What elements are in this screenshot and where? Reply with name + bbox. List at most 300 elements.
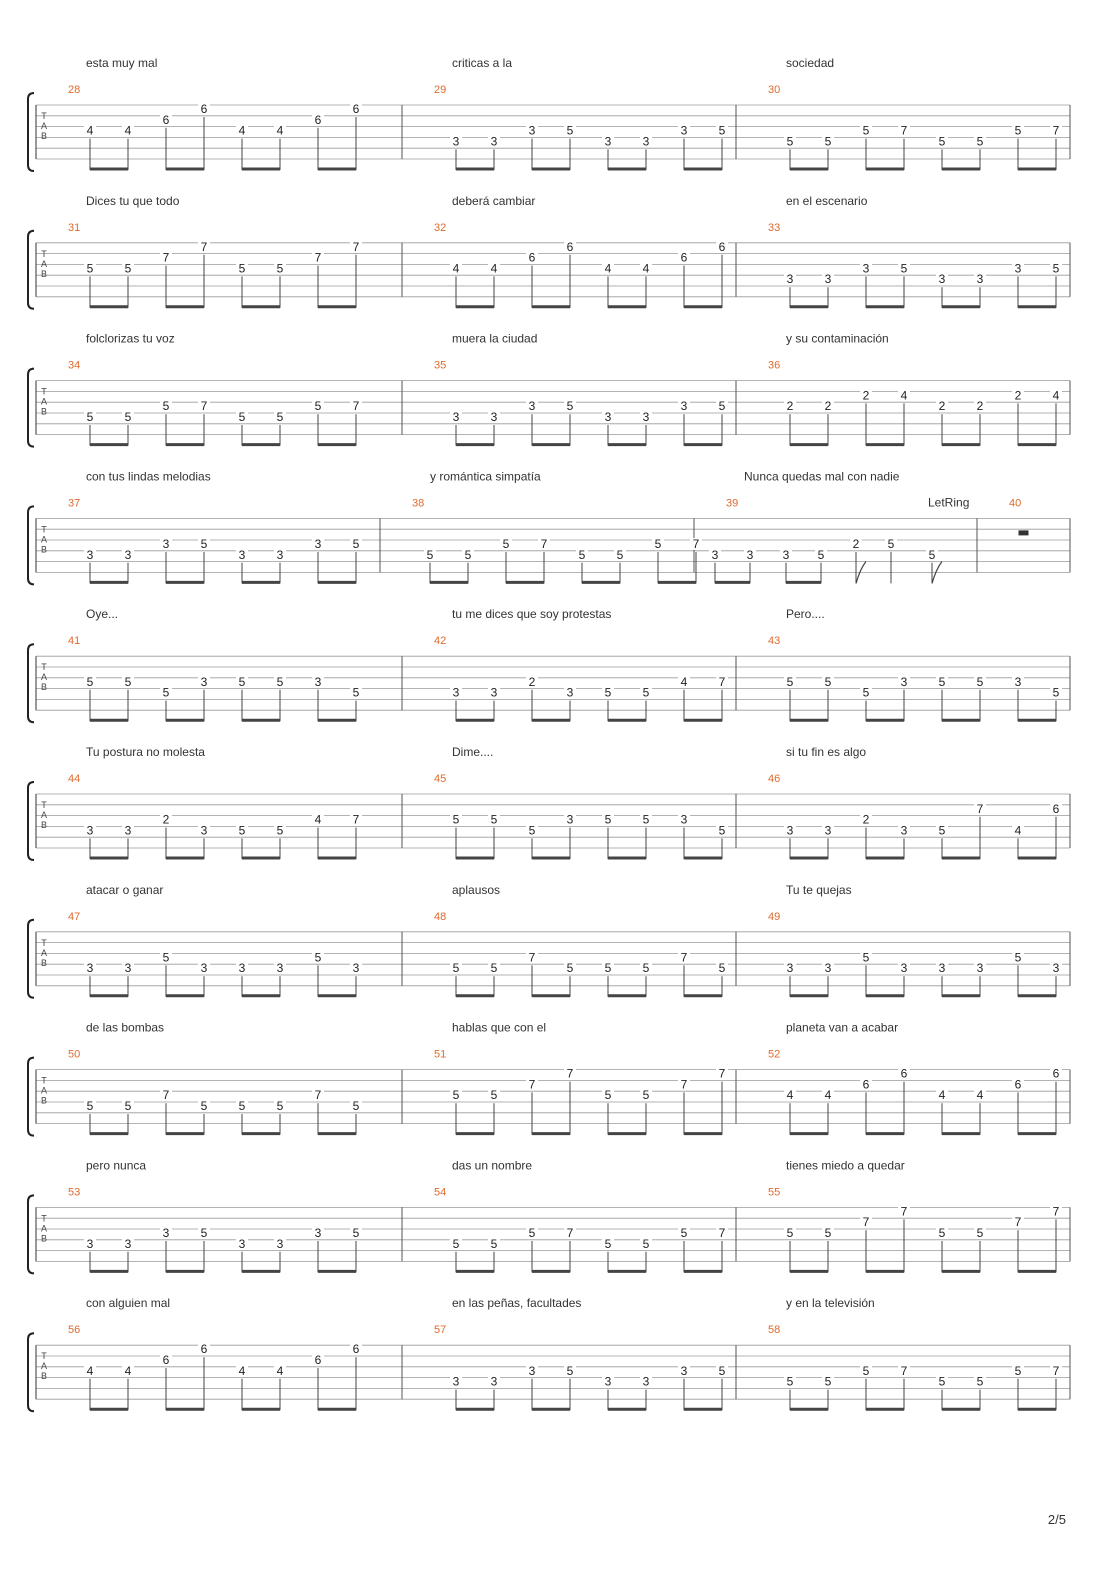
fret-number: 3: [124, 1236, 132, 1251]
lyric-text: sociedad: [786, 56, 835, 70]
tab-clef-letter: B: [40, 957, 48, 968]
tab-clef-letter: B: [40, 544, 48, 555]
fret-number: 5: [314, 399, 322, 414]
fret-number: 5: [276, 674, 284, 689]
fret-number: 7: [692, 537, 700, 551]
fret-number: 5: [718, 123, 726, 138]
fret-number: 5: [654, 537, 662, 551]
fret-number: 3: [452, 410, 460, 424]
fret-number: 3: [528, 123, 536, 138]
system-bracket: [28, 1333, 34, 1411]
fret-number: 5: [566, 123, 574, 138]
fret-number: 5: [616, 547, 624, 562]
fret-number: 6: [314, 112, 322, 127]
fret-number: 6: [352, 102, 360, 116]
fret-number: 7: [314, 250, 322, 265]
fret-number: 3: [566, 685, 574, 700]
fret-number: 7: [540, 537, 548, 551]
measure-number: 57: [434, 1324, 447, 1337]
fret-number: 4: [452, 261, 460, 276]
fret-number: 3: [824, 961, 832, 976]
fret-number: 5: [824, 1226, 832, 1240]
measure-number: 58: [768, 1324, 781, 1337]
lyric-text: Dices tu que todo: [86, 193, 180, 208]
fret-number: 3: [490, 1374, 498, 1389]
fret-number: 3: [604, 134, 612, 149]
fret-number: 3: [86, 823, 94, 838]
lyric-text: de las bombas: [86, 1020, 165, 1035]
fret-number: 3: [900, 674, 908, 689]
fret-number: 3: [124, 823, 132, 838]
lyric-text: y romántica simpatía: [430, 469, 541, 484]
fret-number: 4: [124, 1363, 132, 1378]
fret-number: 3: [276, 547, 284, 562]
system-bracket: [28, 1195, 34, 1273]
fret-number: 3: [86, 961, 94, 976]
tab-clef-letter: A: [40, 1085, 48, 1096]
fret-number: 3: [1014, 674, 1022, 689]
fret-number: 7: [528, 950, 536, 965]
fret-number: 3: [566, 812, 574, 827]
fret-number: 3: [86, 1236, 94, 1251]
fret-number: 5: [938, 823, 946, 838]
fret-number: 5: [1014, 123, 1022, 138]
fret-number: 6: [680, 250, 688, 265]
fret-number: 3: [786, 961, 794, 976]
fret-number: 5: [490, 1088, 498, 1103]
fret-number: 5: [200, 1226, 208, 1240]
fret-number: 3: [452, 134, 460, 149]
lyric-text: muera la ciudad: [452, 331, 538, 346]
fret-number: 6: [1014, 1077, 1022, 1092]
fret-number: 5: [642, 1236, 650, 1251]
lyric-text: Oye...: [86, 607, 119, 622]
fret-number: 5: [786, 1226, 794, 1240]
fret-number: 3: [124, 961, 132, 976]
fret-number: 5: [528, 1226, 536, 1240]
fret-number: 6: [528, 250, 536, 265]
fret-number: 4: [86, 1363, 94, 1378]
fret-number: 5: [238, 261, 246, 276]
tab-clef-letter: T: [41, 524, 47, 535]
lyric-text: atacar o ganar: [86, 882, 164, 897]
fret-number: 5: [86, 261, 94, 276]
fret-number: 4: [238, 1363, 246, 1378]
tab-clef-letter: A: [40, 534, 48, 545]
fret-number: 3: [162, 1226, 170, 1240]
whole-rest: [1019, 530, 1029, 535]
fret-number: 5: [238, 674, 246, 689]
fret-number: 5: [200, 1099, 208, 1113]
fret-number: 5: [938, 1226, 946, 1240]
fret-number: 7: [566, 1226, 574, 1240]
measure-number: 54: [434, 1186, 447, 1199]
system-bracket: [28, 1058, 34, 1136]
fret-number: 5: [352, 537, 360, 551]
fret-number: 5: [680, 1226, 688, 1240]
fret-number: 4: [314, 812, 322, 827]
tab-clef-letter: T: [41, 386, 47, 397]
measure-number: 45: [434, 773, 447, 785]
fret-number: 5: [124, 1099, 132, 1113]
fret-number: 5: [642, 812, 650, 827]
measure-number: 31: [68, 221, 81, 234]
fret-number: 5: [976, 674, 984, 689]
fret-number: 7: [200, 239, 208, 254]
fret-number: 2: [1014, 388, 1022, 403]
fret-number: 5: [938, 134, 946, 149]
tab-clef-letter: B: [40, 682, 48, 693]
fret-number: 6: [200, 102, 208, 116]
fret-number: 6: [162, 112, 170, 127]
fret-number: 2: [862, 812, 870, 827]
fret-number: 7: [1052, 1204, 1060, 1219]
measure-number: 33: [768, 221, 781, 234]
fret-number: 2: [824, 399, 832, 414]
fret-number: 3: [604, 410, 612, 424]
fret-number: 5: [786, 134, 794, 149]
fret-number: 4: [900, 388, 908, 403]
measure-number: 34: [68, 359, 81, 372]
fret-number: 3: [786, 823, 794, 838]
fret-number: 5: [578, 547, 586, 562]
fret-number: 3: [528, 1363, 536, 1378]
fret-number: 5: [1014, 1363, 1022, 1378]
fret-number: 3: [200, 674, 208, 689]
fret-number: 4: [786, 1088, 794, 1103]
measure-number: 42: [434, 635, 447, 648]
fret-number: 5: [862, 123, 870, 138]
fret-number: 7: [162, 1088, 170, 1103]
fret-number: 3: [642, 410, 650, 424]
fret-number: 5: [817, 547, 825, 562]
fret-number: 6: [1052, 1066, 1060, 1081]
lyric-text: Pero....: [786, 607, 825, 622]
fret-number: 5: [1052, 685, 1060, 700]
measure-number: 37: [68, 497, 81, 510]
fret-number: 3: [238, 961, 246, 976]
fret-number: 5: [862, 950, 870, 965]
fret-number: 4: [680, 674, 688, 689]
fret-number: 6: [352, 1342, 360, 1357]
fret-number: 2: [786, 399, 794, 414]
lyric-text: con tus lindas melodias: [86, 469, 211, 484]
fret-number: 5: [426, 547, 434, 562]
lyric-text: Tu postura no molesta: [86, 745, 205, 759]
fret-number: 3: [900, 961, 908, 976]
tab-clef-letter: T: [41, 1213, 47, 1224]
fret-number: 5: [786, 674, 794, 689]
fret-number: 3: [200, 961, 208, 976]
fret-number: 3: [782, 547, 790, 562]
tab-clef-letter: T: [41, 937, 47, 948]
measure-number: 53: [68, 1186, 81, 1199]
fret-number: 3: [862, 261, 870, 276]
fret-number: 3: [680, 123, 688, 138]
fret-number: 5: [566, 961, 574, 976]
tab-clef-letter: B: [40, 1233, 48, 1244]
fret-number: 2: [862, 388, 870, 403]
tab-clef-letter: T: [41, 111, 47, 121]
fret-number: 7: [352, 399, 360, 414]
fret-number: 5: [642, 685, 650, 700]
tab-clef-letter: T: [41, 662, 47, 673]
tab-clef-letter: B: [40, 1095, 48, 1106]
lyric-text: Dime....: [452, 745, 494, 759]
system-bracket: [28, 920, 34, 998]
fret-number: 5: [528, 823, 536, 838]
fret-number: 5: [928, 547, 936, 562]
fret-number: 7: [314, 1088, 322, 1103]
fret-number: 3: [238, 1236, 246, 1251]
fret-number: 6: [314, 1353, 322, 1367]
measure-number: 48: [434, 910, 447, 923]
lyric-text: esta muy mal: [86, 56, 158, 70]
tab-clef-letter: A: [40, 121, 48, 131]
fret-number: 7: [1052, 123, 1060, 138]
fret-number: 3: [490, 410, 498, 424]
lyric-text: en el escenario: [786, 193, 868, 208]
fret-number: 5: [1014, 950, 1022, 965]
fret-number: 3: [86, 547, 94, 562]
fret-number: 5: [238, 1099, 246, 1113]
fret-number: 3: [786, 272, 794, 287]
fret-number: 5: [352, 1226, 360, 1240]
fret-number: 5: [604, 685, 612, 700]
fret-number: 7: [352, 239, 360, 254]
fret-number: 3: [200, 823, 208, 838]
fret-number: 5: [276, 261, 284, 276]
fret-number: 3: [314, 1226, 322, 1240]
fret-number: 5: [718, 399, 726, 414]
fret-number: 3: [976, 961, 984, 976]
fret-number: 3: [162, 537, 170, 551]
fret-number: 5: [124, 261, 132, 276]
fret-number: 6: [900, 1066, 908, 1081]
fret-number: 4: [938, 1088, 946, 1103]
fret-number: 4: [824, 1088, 832, 1103]
tab-clef-letter: A: [40, 396, 48, 407]
let-ring-label: LetRing: [928, 495, 970, 510]
fret-number: 5: [938, 674, 946, 689]
fret-number: 5: [276, 410, 284, 424]
lyric-text: folclorizas tu voz: [86, 331, 175, 346]
fret-number: 3: [938, 961, 946, 976]
fret-number: 3: [824, 272, 832, 287]
measure-number: 47: [68, 910, 81, 923]
fret-number: 5: [452, 812, 460, 827]
fret-number: 7: [680, 950, 688, 965]
fret-number: 3: [1014, 261, 1022, 276]
fret-number: 3: [604, 1374, 612, 1389]
fret-number: 2: [852, 537, 860, 551]
fret-number: 5: [162, 399, 170, 414]
measure-number: 36: [768, 359, 781, 372]
fret-number: 3: [1052, 961, 1060, 976]
measure-number: 50: [68, 1048, 81, 1061]
fret-number: 5: [604, 812, 612, 827]
fret-number: 3: [314, 674, 322, 689]
fret-number: 4: [976, 1088, 984, 1103]
measure-number: 55: [768, 1186, 781, 1199]
fret-number: 5: [352, 685, 360, 700]
fret-number: 5: [200, 537, 208, 551]
fret-number: 5: [276, 823, 284, 838]
fret-number: 5: [604, 961, 612, 976]
fret-number: 5: [976, 134, 984, 149]
lyric-text: das un nombre: [452, 1158, 533, 1173]
measure-number: 32: [434, 221, 447, 234]
tab-clef-letter: T: [41, 800, 47, 810]
measure-number: 46: [768, 773, 781, 785]
fret-number: 5: [824, 1374, 832, 1389]
fret-number: 5: [604, 1236, 612, 1251]
fret-number: 7: [528, 1077, 536, 1092]
lyric-text: si tu fin es algo: [786, 745, 867, 759]
fret-number: 5: [718, 1363, 726, 1378]
fret-number: 4: [1052, 388, 1060, 403]
fret-number: 5: [566, 399, 574, 414]
fret-number: 3: [352, 961, 360, 976]
tab-clef-letter: A: [40, 810, 48, 820]
measure-number: 41: [68, 635, 81, 648]
lyric-text: pero nunca: [86, 1158, 147, 1173]
lyric-text: y en la televisión: [786, 1296, 875, 1311]
fret-number: 3: [711, 547, 719, 562]
tab-clef-letter: A: [40, 672, 48, 683]
fret-number: 5: [452, 1236, 460, 1251]
fret-number: 4: [238, 123, 246, 138]
fret-number: 5: [502, 537, 510, 551]
fret-number: 6: [718, 239, 726, 254]
measure-number: 35: [434, 359, 447, 372]
fret-number: 7: [352, 812, 360, 827]
fret-number: 5: [490, 1236, 498, 1251]
fret-number: 7: [862, 1215, 870, 1230]
fret-number: 7: [900, 1204, 908, 1219]
fret-number: 2: [976, 399, 984, 414]
fret-number: 5: [566, 1363, 574, 1378]
tab-clef-letter: A: [40, 1361, 48, 1372]
fret-number: 5: [86, 1099, 94, 1113]
fret-number: 3: [938, 272, 946, 287]
measure-number: 29: [434, 84, 447, 96]
measure-number: 40: [1009, 497, 1022, 510]
fret-number: 5: [490, 961, 498, 976]
fret-number: 5: [162, 950, 170, 965]
fret-number: 4: [604, 261, 612, 276]
lyric-text: tu me dices que soy protestas: [452, 607, 612, 622]
fret-number: 5: [86, 410, 94, 424]
fret-number: 5: [718, 961, 726, 976]
fret-number: 5: [1052, 261, 1060, 276]
fret-number: 3: [680, 812, 688, 827]
lyric-text: aplausos: [452, 882, 501, 897]
fret-number: 5: [862, 685, 870, 700]
fret-number: 3: [490, 134, 498, 149]
fret-number: 5: [938, 1374, 946, 1389]
fret-number: 2: [938, 399, 946, 414]
fret-number: 3: [314, 537, 322, 551]
fret-number: 5: [464, 547, 472, 562]
fret-number: 7: [200, 399, 208, 414]
fret-number: 5: [862, 1363, 870, 1378]
lyric-text: en las peñas, facultades: [452, 1296, 582, 1311]
lyric-text: criticas a la: [452, 56, 513, 70]
measure-number: 38: [412, 497, 425, 510]
fret-number: 7: [900, 1363, 908, 1378]
fret-number: 5: [452, 1088, 460, 1103]
fret-number: 3: [680, 1363, 688, 1378]
fret-number: 5: [162, 685, 170, 700]
lyric-text: hablas que con el: [452, 1020, 547, 1035]
tab-clef-letter: B: [40, 131, 48, 141]
fret-number: 5: [718, 823, 726, 838]
tab-clef-letter: A: [40, 1223, 48, 1234]
system-bracket: [28, 93, 34, 171]
fret-number: 4: [86, 123, 94, 138]
fret-number: 6: [162, 1353, 170, 1367]
fret-number: 4: [124, 123, 132, 138]
measure-number: 51: [434, 1048, 447, 1061]
measure-number: 39: [726, 497, 739, 510]
fret-number: 7: [718, 674, 726, 689]
fret-number: 3: [642, 1374, 650, 1389]
fret-number: 6: [200, 1342, 208, 1357]
lyric-text: Nunca quedas mal con nadie: [744, 469, 900, 484]
measure-number: 56: [68, 1324, 81, 1337]
fret-number: 3: [490, 685, 498, 700]
fret-number: 3: [238, 547, 246, 562]
fret-number: 2: [162, 812, 170, 827]
fret-number: 5: [352, 1099, 360, 1113]
tab-clef-letter: T: [41, 1075, 47, 1086]
fret-number: 6: [862, 1077, 870, 1092]
tab-clef-letter: T: [41, 248, 47, 259]
fret-number: 3: [276, 961, 284, 976]
fret-number: 5: [887, 537, 895, 551]
measure-number: 30: [768, 84, 781, 96]
fret-number: 5: [642, 1088, 650, 1103]
fret-number: 6: [566, 239, 574, 254]
fret-number: 4: [276, 123, 284, 138]
fret-number: 3: [824, 823, 832, 838]
lyric-text: con alguien mal: [86, 1296, 171, 1311]
fret-number: 3: [976, 272, 984, 287]
tab-clef-letter: T: [41, 1351, 47, 1362]
fret-number: 5: [976, 1374, 984, 1389]
fret-number: 4: [490, 261, 498, 276]
fret-number: 6: [1052, 801, 1060, 816]
fret-number: 5: [786, 1374, 794, 1389]
tab-clef-letter: B: [40, 406, 48, 417]
fret-number: 5: [900, 261, 908, 276]
fret-number: 5: [314, 950, 322, 965]
fret-number: 5: [276, 1099, 284, 1113]
fret-number: 3: [452, 1374, 460, 1389]
system-bracket: [28, 644, 34, 722]
fret-number: 7: [1014, 1215, 1022, 1230]
fret-number: 4: [1014, 823, 1022, 838]
lyric-text: y su contaminación: [786, 331, 889, 346]
fret-number: 7: [162, 250, 170, 265]
lyric-text: planeta van a acabar: [786, 1020, 899, 1035]
fret-number: 5: [124, 674, 132, 689]
fret-number: 5: [86, 674, 94, 689]
measure-number: 49: [768, 910, 781, 923]
fret-number: 4: [642, 261, 650, 276]
fret-number: 5: [238, 823, 246, 838]
